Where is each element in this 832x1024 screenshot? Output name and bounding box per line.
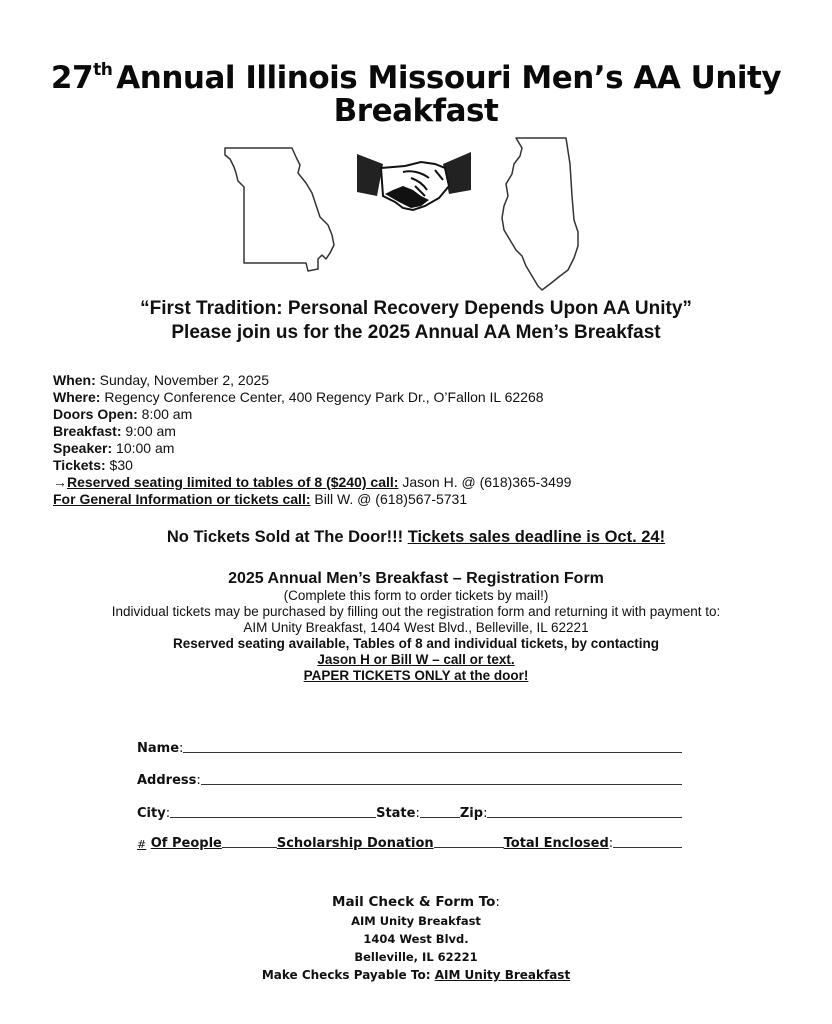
colon: : xyxy=(196,773,201,788)
detail-value: 9:00 am xyxy=(121,423,176,439)
detail-value: Sunday, November 2, 2025 xyxy=(95,372,270,388)
hash-symbol: # xyxy=(137,838,147,851)
title-number: 27 xyxy=(50,60,94,96)
address-label: Address xyxy=(137,773,197,788)
detail-speaker xyxy=(53,440,571,457)
reserved-label: Reserved seating limited to tables of 8 ($240) call: xyxy=(67,474,399,490)
colon: : xyxy=(483,806,488,821)
handshake-icon xyxy=(355,150,473,216)
detail-breakfast xyxy=(53,423,571,440)
title-rest: Annual Illinois Missouri Men’s AA Unity xyxy=(116,60,782,96)
address-input-line[interactable] xyxy=(201,784,682,785)
state-label: State xyxy=(376,806,416,821)
detail-value: $30 xyxy=(105,457,133,473)
payable-label: Make Checks Payable To: xyxy=(261,968,435,982)
detail-label: Where: xyxy=(53,389,101,405)
door-notice xyxy=(0,528,832,547)
colon: : xyxy=(415,806,420,821)
reserved-seating-contact xyxy=(53,474,571,491)
mailing-info xyxy=(0,893,832,985)
general-label: For General Information or tickets call: xyxy=(53,491,311,507)
detail-label: Tickets: xyxy=(53,457,106,473)
state-input-line[interactable] xyxy=(420,817,460,818)
zip-input-line[interactable] xyxy=(487,817,682,818)
detail-label: Breakfast: xyxy=(53,423,122,439)
total-label: Total Enclosed xyxy=(503,836,609,851)
paper-tickets-note: PAPER TICKETS ONLY at the door! xyxy=(303,668,529,683)
detail-when xyxy=(53,372,571,389)
missouri-outline-icon xyxy=(222,143,347,273)
detail-value: Regency Conference Center, 400 Regency Park Dr., O’Fallon IL 62268 xyxy=(100,389,544,405)
detail-label: Doors Open: xyxy=(53,406,138,422)
city-state-zip-row xyxy=(137,803,682,821)
colon: : xyxy=(165,806,171,821)
mail-heading-text: Mail Check & Form To xyxy=(332,894,496,910)
reserved-seating-note: Reserved seating available, Tables of 8 and individual tickets, by contacting xyxy=(173,636,659,651)
illinois-outline-icon xyxy=(498,136,584,296)
registration-instructions: Individual tickets may be purchased by filling out the registration form and returning it with payment to: xyxy=(111,604,721,619)
general-contact: Bill W. @ (618)567-5731 xyxy=(310,491,468,507)
detail-value: 8:00 am xyxy=(137,406,193,422)
name-label: Name xyxy=(137,741,180,756)
detail-label: When: xyxy=(53,372,96,388)
invitation-line: Please join us for the 2025 Annual AA Men’s Breakfast xyxy=(171,322,661,343)
name-input-line[interactable] xyxy=(183,752,682,753)
registration-subtitle: (Complete this form to order tickets by mail!) xyxy=(283,588,549,603)
people-input-line[interactable] xyxy=(222,847,277,848)
reserved-contact: Jason H. @ (618)365-3499 xyxy=(398,474,572,490)
colon: : xyxy=(179,741,184,756)
registration-heading: 2025 Annual Men’s Breakfast – Registration Form xyxy=(228,570,604,587)
tradition-quote: “First Tradition: Personal Recovery Depends Upon AA Unity” xyxy=(140,298,692,319)
registration-section xyxy=(0,569,832,684)
contact-names: Jason H or Bill W – call or text. xyxy=(317,652,515,667)
detail-label: Speaker: xyxy=(53,440,113,456)
city-input-line[interactable] xyxy=(170,817,376,818)
payable-value: AIM Unity Breakfast xyxy=(434,968,571,982)
detail-tickets xyxy=(53,457,571,474)
general-info-contact xyxy=(53,491,571,508)
page-title-line2: Breakfast xyxy=(333,93,499,129)
mail-heading xyxy=(0,893,832,912)
donation-input-line[interactable] xyxy=(434,847,504,848)
people-label: Of People xyxy=(150,836,222,851)
mail-street: 1404 West Blvd. xyxy=(363,932,469,946)
sales-deadline: Tickets sales deadline is Oct. 24! xyxy=(407,528,666,546)
city-label: City xyxy=(137,806,166,821)
detail-value: 10:00 am xyxy=(112,440,175,456)
donation-label: Scholarship Donation xyxy=(276,836,434,851)
mail-recipient: AIM Unity Breakfast xyxy=(351,914,481,928)
no-door-sales: No Tickets Sold at The Door!!! xyxy=(166,528,408,546)
detail-where xyxy=(53,389,571,406)
detail-doors-open xyxy=(53,406,571,423)
payable-to xyxy=(0,966,832,985)
registration-address: AIM Unity Breakfast, 1404 West Blvd., Belleville, IL 62221 xyxy=(243,620,589,635)
colon: : xyxy=(608,836,614,851)
arrow-right-icon: → xyxy=(53,474,67,490)
colon: : xyxy=(495,894,500,910)
name-field[interactable] xyxy=(137,738,682,756)
mail-city-state-zip: Belleville, IL 62221 xyxy=(354,950,478,964)
total-input-line[interactable] xyxy=(613,847,682,848)
payment-row xyxy=(137,833,682,851)
zip-label: Zip xyxy=(459,806,484,821)
title-ordinal-suffix: th xyxy=(93,60,113,80)
address-field[interactable] xyxy=(137,770,682,788)
event-details xyxy=(53,372,571,508)
